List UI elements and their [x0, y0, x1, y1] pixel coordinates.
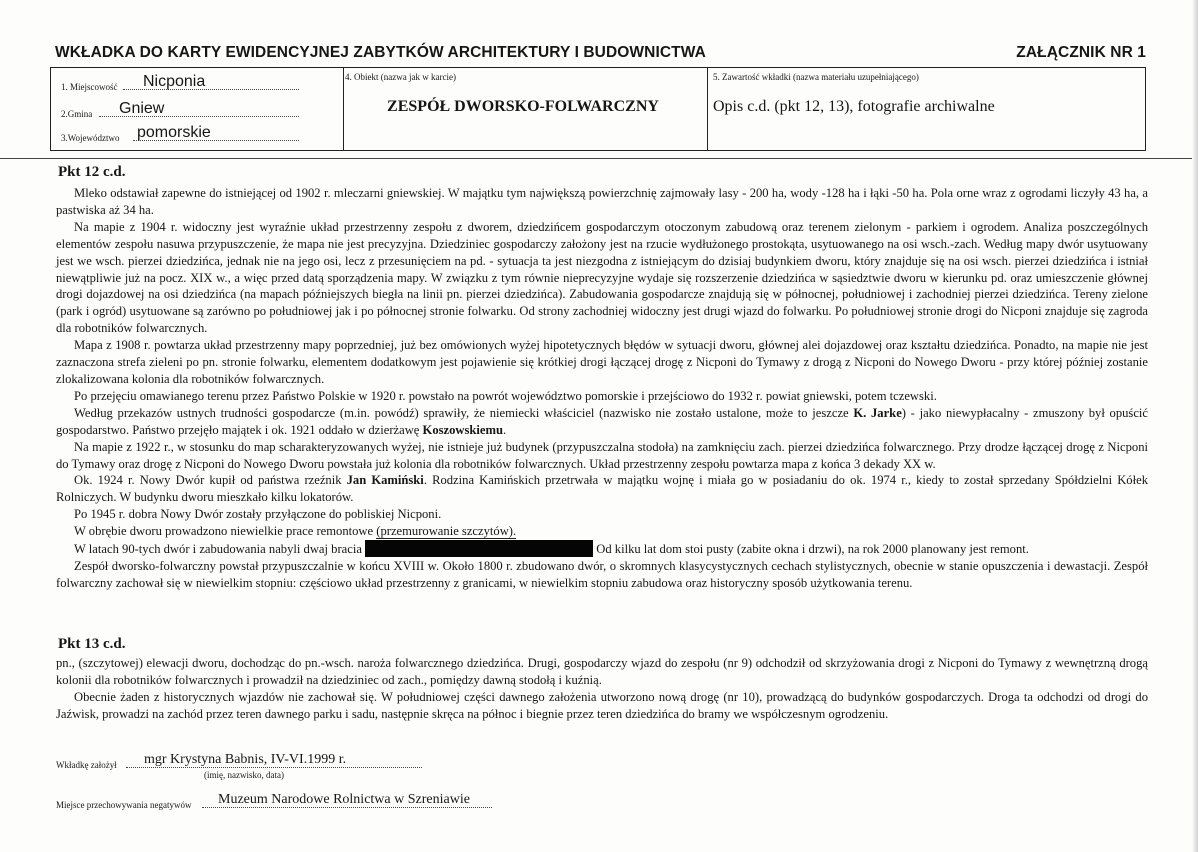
place-label: 1. Miejscowość — [61, 82, 118, 92]
object-label: 4. Obiekt (nazwa jak w karcie) — [345, 72, 456, 82]
buyer-name: Jan Kamiński — [346, 473, 424, 488]
author-row — [56, 748, 426, 770]
paragraph — [56, 523, 1148, 540]
redaction-bar — [365, 540, 593, 557]
author-caption: (imię, nazwisko, data) — [204, 770, 284, 780]
section-13-body — [56, 655, 1148, 723]
text-run: W latach 90-tych dwór i zabudowania nabyli dwaj bracia — [74, 542, 362, 557]
place-row — [61, 73, 337, 92]
text-run: Od kilku lat dom stoi pusty (zabite okna i drzwi), na rok 2000 planowany jest remont. — [596, 542, 1029, 557]
form-title: WKŁADKA DO KARTY EWIDENCYJNEJ ZABYTKÓW ARCHITEKTURY I BUDOWNICTWA — [55, 44, 706, 61]
annex-label: ZAŁĄCZNIK NR 1 — [1016, 44, 1146, 61]
author-value: mgr Krystyna Babnis, IV-VI.1999 r. — [144, 752, 347, 767]
paragraph: Na mapie z 1904 r. widoczny jest wyraźnie układ przestrzenny zespołu z dworem, dziedzińcem gospodarczym otoczonym zabudową oraz terenem zielonym - parkiem i ogrodem. Analiza poszczególnych elementów zespołu nasuwa przypuszczenie, że mapa nie jest precyzyjna. Dziedziniec gospodarczy założony jest na rzucie wydłużonego prostokąta, usytuowanego na osi wsch.-zach. Według mapy dwór usytuowany jest we wsch. pierzei dziedzińca, jednak nie na jego osi, lecz z przesunięciem na pd. - sytuacja ta jest niezgodna z istniejącym do dzisiaj budynkiem dworu, który znajduje się na osi wsch. pierzei dziedzińca i istniał niewątpliwie już na pocz. XIX w., a więc przed datą sporządzenia mapy. W związku z tym równie nieprecyzyjne wydaje się rozszerzenie dziedzińca w sąsiedztwie dworu w kierunku pd. oraz umieszczenie głównej drogi dojazdowej na osi dziedzińca (na mapach późniejszych biegła na linii pn. pierzei dziedzińca). Zabudowania gospodarcze znajdują się w północnej, południowej i zachodniej pierzei dziedzińca. Tereny zielone (park i ogród) usytuowane są zarówno po południowej jak i po północnej stronie folwarku. Od strony zachodniej widoczny jest drugi wjazd do folwarku. Po południowej stronie drogi do Nicponi znajduje się zagroda dla robotników folwarcznych. — [56, 219, 1148, 336]
contents-label: 5. Zawartość wkładki (nazwa materiału uzupełniającego) — [713, 72, 919, 82]
section-12-body — [56, 185, 1148, 592]
province-row — [61, 124, 337, 143]
province-label: 3.Województwo — [61, 133, 120, 143]
commune-value: Gniew — [119, 100, 165, 117]
contents-value: Opis c.d. (pkt 12, 13), fotografie archiwalne — [713, 98, 995, 115]
paragraph: Mapa z 1908 r. powtarza układ przestrzenny mapy poprzedniej, już bez omówionych wyżej hipotetycznych błędów w sytuacji dworu, głównej alei dojazdowej oraz kształtu dziedzińca. Ponadto, na mapie nie jest zaznaczona strefa zieleni po pn. stronie folwarku, elementem dodatkowym jest pojawienie się krótkiej drogi łączącej drogę z Nicponi do Tymawy z drogą z Nicponi do Nowego Dworu - przy której później zostanie zlokalizowana kolonia dla robotników folwarcznych. — [56, 338, 1148, 386]
divider-line — [0, 158, 1198, 159]
place-value: Nicponia — [143, 73, 206, 90]
author-label: Wkładkę założył — [56, 760, 117, 770]
province-value: pomorskie — [137, 124, 211, 141]
commune-label: 2.Gmina — [61, 109, 93, 119]
text-run: Ok. 1924 r. Nowy Dwór kupił od państwa rzeźnik — [74, 473, 347, 488]
paragraph — [56, 540, 1148, 558]
column-divider — [343, 68, 344, 150]
text-run: Według przekazów ustnych trudności gospodarcze (m.in. powódź) sprawiły, że niemiecki właściciel (nazwisko nie zostało ustalone, może to jeszcze — [74, 405, 854, 420]
storage-label: Miejsce przechowywania negatywów — [56, 800, 192, 810]
commune-row — [61, 100, 337, 119]
text-run: . — [503, 422, 507, 437]
paragraph — [56, 405, 1148, 439]
section-13-heading: Pkt 13 c.d. — [58, 636, 126, 652]
object-value: ZESPÓŁ DWORSKO-FOLWARCZNY — [387, 98, 659, 115]
scan-edge — [1192, 0, 1198, 852]
paragraph: Po 1945 r. dobra Nowy Dwór zostały przyłączone do pobliskiej Nicponi. — [74, 507, 442, 522]
underlined-note: (przemurowanie szczytów). — [376, 524, 517, 539]
paragraph: Na mapie z 1922 r., w stosunku do map scharakteryzowanych wyżej, nie istnieje już budynek (przypuszczalna stodoła) na zamknięciu zach. pierzei dziedzińca folwarcznego. Przy drodze łączącej drogę z Nicponi do Tymawy oraz drogę z Nicponi do Nowego Dworu powstała już kolonia dla robotników folwarcznych. Układ przestrzenny zespołu powtarza mapa z końca 3 dekady XX w. — [56, 439, 1148, 471]
section-12-heading: Pkt 12 c.d. — [58, 164, 126, 180]
text-run: ) - jako niewypłacalny - zmuszony był opuścić gospodarstwo. Państwo przejęło majątek i ok. 1921 oddało w dzierżawę — [56, 405, 1148, 437]
lessee-name: Koszowskiemu — [422, 422, 503, 437]
column-divider — [707, 68, 708, 150]
text-run: . Rodzina Kamińskich przetrwała w majątku wojnę i miała go w posiadaniu do ok. 1974 r., kiedy to został sprzedany Spółdzielni Kółek Rolniczych. W budynku dworu mieszkało kilku lokatorów. — [56, 473, 1148, 505]
storage-row — [56, 788, 496, 810]
owner-name: K. Jarke — [853, 405, 902, 420]
storage-value: Muzeum Narodowe Rolnictwa w Szreniawie — [218, 792, 470, 807]
paragraph: Obecnie żaden z historycznych wjazdów nie zachował się. W południowej części dawnego założenia utworzono nową drogę (nr 10), prowadzącą do budynków gospodarczych. Droga ta odchodzi od drogi do Jaźwisk, prowadzi na zachód przez teren dawnego parku i sadu, następnie skręca na północ i biegnie przez teren dziedzińca do bramy we współczesnym ogrodzeniu. — [56, 689, 1148, 721]
paragraph: pn., (szczytowej) elewacji dworu, dochodząc do pn.-wsch. naroża folwarcznego dziedzińca. Drugi, gospodarczy wjazd do zespołu (nr 9) odchodził od skrzyżowania drogi z Nicponi do Tymawy z wewnętrzną drogą kolonii dla robotników folwarcznych i prowadził na dziedziniec od zach., pomiędzy dawną stodołą i kuźnią. — [56, 656, 1148, 687]
header-table — [50, 67, 1146, 151]
paragraph: Po przejęciu omawianego terenu przez Państwo Polskie w 1920 r. powstało na powrót województwo pomorskie i przejściowo do 1932 r. powiat gniewski, potem tczewski. — [74, 388, 937, 403]
text-run: W obrębie dworu prowadzono niewielkie prace remontowe — [74, 524, 377, 539]
paragraph: Zespół dworsko-folwarczny powstał przypuszczalnie w końcu XVIII w. Około 1800 r. zbudowano dwór, o skromnych klasycystycznych cechach stylistycznych, obecnie w stanie opuszczenia i dewastacji. Zespół folwarczny zachował się w niewielkim stopniu: częściowo układ przestrzenny z granicami, w niewielkim stopniu zabudowa oraz historyczny sposób użytkowania terenu. — [56, 558, 1148, 590]
paragraph: Mleko odstawiał zapewne do istniejącej od 1902 r. mleczarni gniewskiej. W majątku tym największą powierzchnię zajmowały lasy - 200 ha, wody -128 ha i łąki -50 ha. Pola orne wraz z ogrodami liczyły 43 ha, a pastwiska aż 34 ha. — [56, 186, 1148, 217]
paragraph — [56, 472, 1148, 506]
